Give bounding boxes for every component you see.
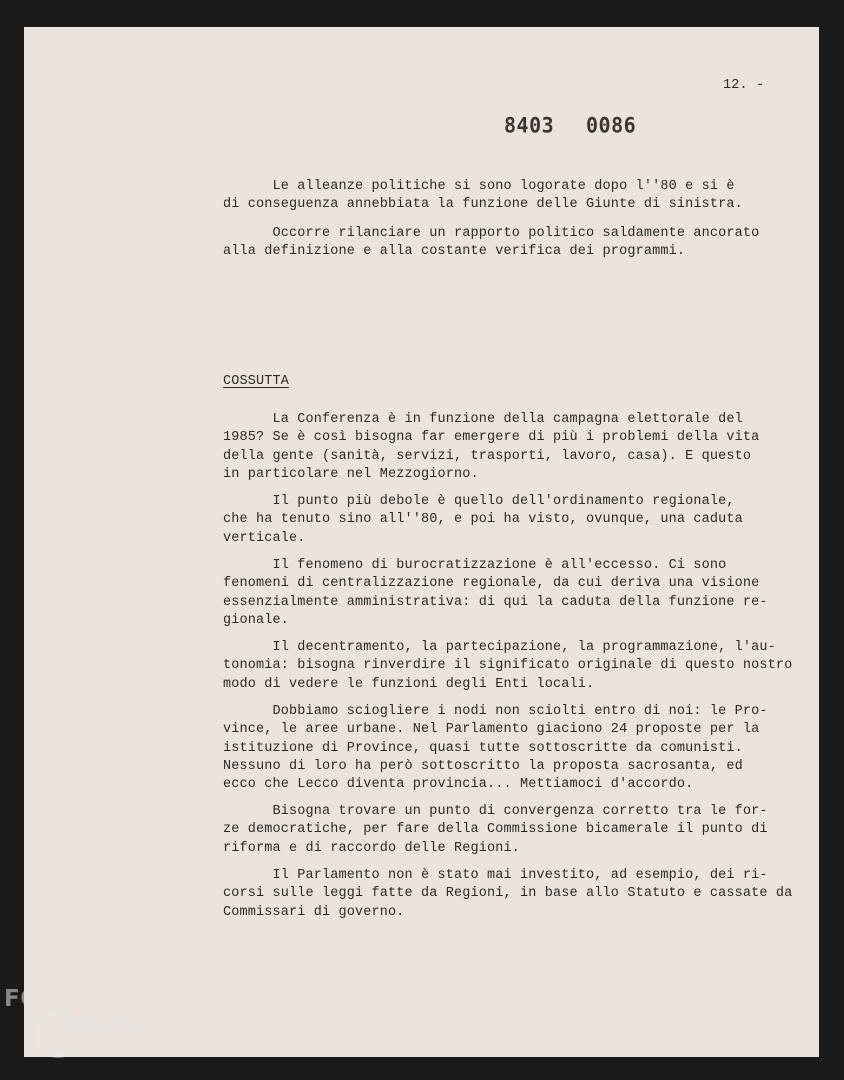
- body-paragraph: Bisogna trovare un punto di convergenza corretto tra le for- ze democratiche, per fare della Commissione bicamerale il punto di riforma e di raccordo delle Regioni.: [223, 804, 768, 856]
- watermark-line2: RAMSCI: [62, 1014, 166, 1040]
- page-number: 12. -: [723, 78, 765, 93]
- body-paragraph: Il punto più debole è quello dell'ordinamento regionale, che ha tenuto sino all''80, e poi ha visto, ovunque, una caduta verticale.: [223, 494, 743, 546]
- body-paragraph: Dobbiamo sciogliere i nodi non sciolti entro di noi: le Pro- vince, le aree urbane. Nel Parlamento giaciono 24 proposte per la istituzione di Province, quasi tutte sottoscritte da comunisti. Nessuno di loro ha però sottoscritto la proposta sacrosanta, ed ecco che Lecco diventa provincia... Mettiamoci d'accordo.: [223, 704, 768, 793]
- intro-paragraph: Occorre rilanciare un rapporto politico saldamente ancorato alla definizione e alla costante verifica dei programmi.: [223, 226, 760, 260]
- archive-stamp-sequence: 0086: [586, 112, 637, 138]
- body-paragraph: Il fenomeno di burocratizzazione è all'eccesso. Ci sono fenomeni di centralizzazione regionale, da cui deriva una visione essenzialmente amministrativa: di qui la caduta della funzione re- gionale.: [223, 558, 768, 628]
- intro-paragraph: Le alleanze politiche si sono logorate dopo l''80 e si è di conseguenza annebbiata la funzione delle Giunte di sinistra.: [223, 179, 743, 213]
- watermark-line3: onlus: [174, 1046, 201, 1057]
- document-page: [24, 27, 819, 1057]
- speaker-heading: COSSUTTA: [223, 374, 290, 389]
- body-paragraph: La Conferenza è in funzione della campagna elettorale del 1985? Se è così bisogna far emergere di più i problemi della vita della gente (sanità, servizi, trasporti, lavoro, casa). E questo in particolare nel Mezzogiorno.: [223, 412, 760, 482]
- body-paragraph: Il decentramento, la partecipazione, la programmazione, l'au- tonomia: bisogna rinverdire il significato originale di questo nostro modo di vedere le funzioni degli Enti locali.: [223, 640, 793, 692]
- archive-stamp-number: 8403: [504, 112, 555, 138]
- watermark-line1: FONDAZIONE: [4, 986, 181, 1012]
- fondazione-gramsci-watermark: [4, 986, 214, 1076]
- body-paragraph: Il Parlamento non è stato mai investito, ad esempio, dei ri- corsi sulle leggi fatte da Regioni, in base allo Statuto e cassate da Commissari di governo.: [223, 868, 793, 920]
